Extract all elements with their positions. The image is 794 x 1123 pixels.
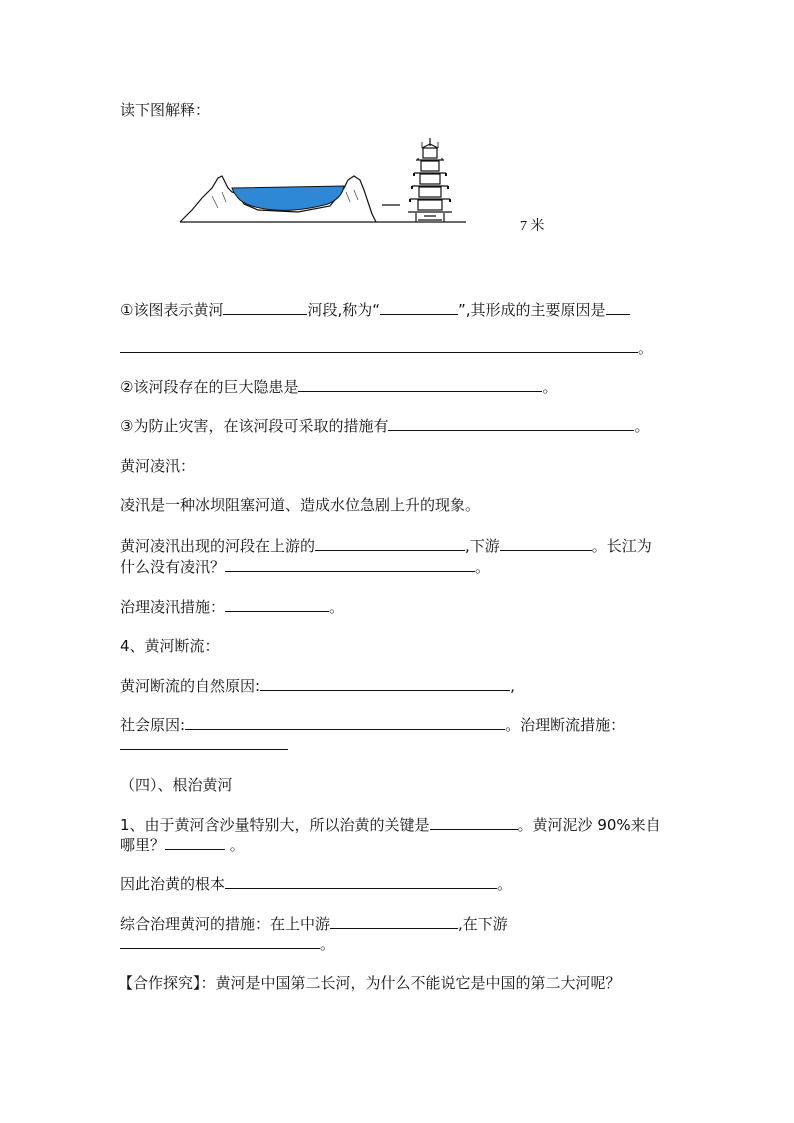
answer-blank[interactable]: [120, 735, 288, 750]
answer-blank[interactable]: [315, 536, 465, 551]
answer-blank[interactable]: [606, 300, 630, 315]
section-4-comprehensive: 综合治理黄河的措施：在上中游 ,在下游: [120, 915, 508, 933]
hanging-river-figure: [178, 136, 468, 232]
answer-blank[interactable]: [225, 557, 475, 572]
section-4-heading: （四）、根治黄河: [120, 776, 233, 794]
ice-question-line-1: 黄河凌汛出现的河段在上游的 ,下游 。长江为: [120, 537, 652, 555]
question-3: ③为防止灾害，在该河段可采取的措施有 。: [120, 417, 650, 435]
question-2: ②该河段存在的巨大隐患是 。: [120, 378, 558, 396]
answer-blank[interactable]: [165, 835, 225, 850]
cooperative-explore: 【合作探究】：黄河是中国第二长河，为什么不能说它是中国的第二大河呢？: [118, 974, 621, 992]
cutoff-natural: 黄河断流的自然原因: ,: [120, 677, 515, 695]
cutoff-social: 社会原因: 。治理断流措施：: [120, 716, 626, 734]
answer-blank[interactable]: [185, 715, 505, 730]
cutoff-measures-blank: [120, 735, 288, 755]
answer-blank[interactable]: [120, 934, 320, 949]
hanging-river-diagram: [178, 136, 468, 228]
ice-heading: 黄河凌汛：: [120, 457, 196, 475]
question-1: ①该图表示黄河 河段,称为“ ”,其形成的主要原因是: [120, 300, 630, 320]
answer-blank[interactable]: [330, 914, 458, 929]
pagoda-icon: [408, 138, 452, 222]
answer-blank[interactable]: [298, 377, 542, 392]
intro-text: 读下图解释：: [120, 101, 211, 119]
question-1-cont: 。: [120, 338, 653, 358]
section-4-q1-line-2: 哪里？ 。: [120, 836, 245, 854]
answer-blank[interactable]: [225, 874, 497, 889]
height-label: 7 米: [520, 219, 545, 234]
section-4-comprehensive-cont: 。: [120, 934, 335, 954]
section-4-root: 因此治黄的根本 。: [120, 875, 513, 893]
answer-blank[interactable]: [120, 338, 638, 353]
answer-blank[interactable]: [388, 416, 634, 431]
answer-blank[interactable]: [225, 597, 329, 612]
ice-question-line-2: 什么没有凌汛？ 。: [120, 558, 491, 576]
cutoff-heading: 4、黄河断流：: [120, 637, 220, 655]
answer-blank[interactable]: [380, 300, 458, 315]
ice-definition: 凌汛是一种冰坝阻塞河道、造成水位急剧上升的现象。: [120, 496, 481, 514]
ice-measures: 治理凌汛措施： 。: [120, 598, 345, 616]
answer-blank[interactable]: [500, 536, 592, 551]
section-4-q1-line-1: 1、由于黄河含沙量特别大，所以治黄的关键是 。黄河泥沙 90%来自: [120, 816, 661, 834]
answer-blank[interactable]: [430, 815, 518, 830]
answer-blank[interactable]: [223, 300, 307, 315]
answer-blank[interactable]: [260, 676, 510, 691]
